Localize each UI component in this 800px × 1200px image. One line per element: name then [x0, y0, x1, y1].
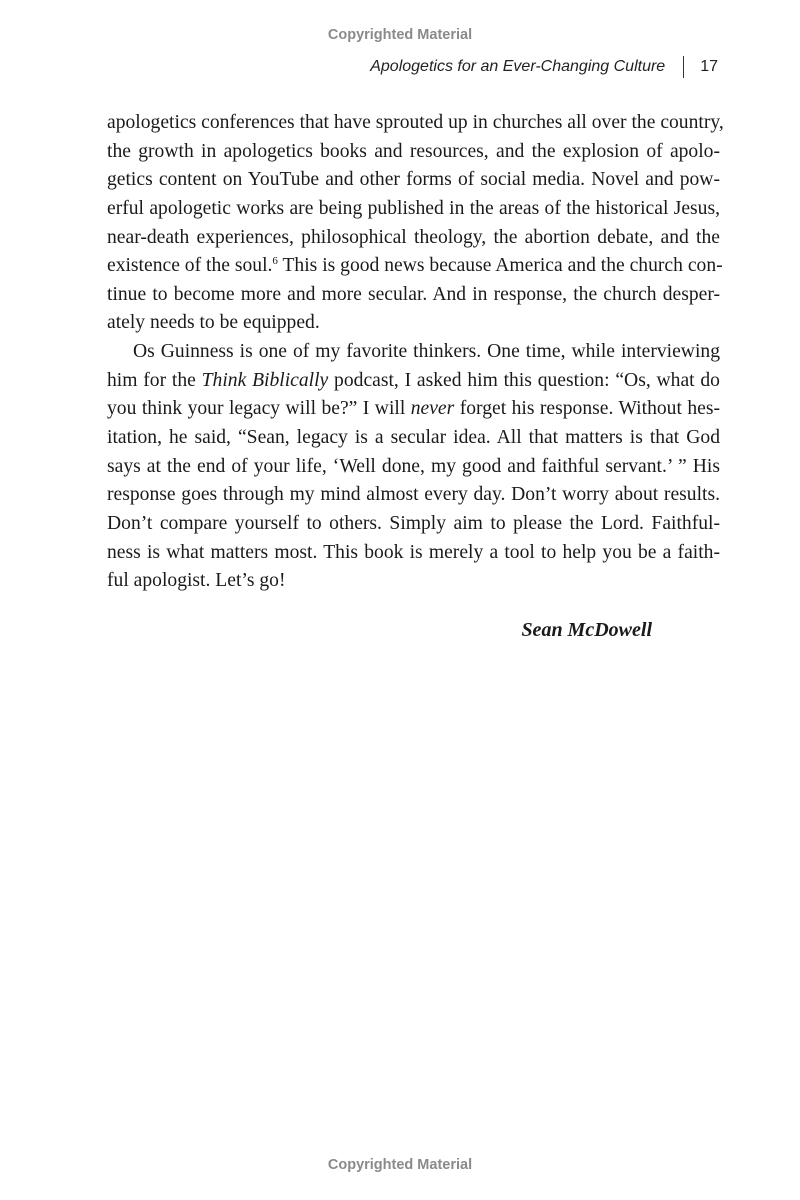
text-line: [107, 367, 720, 396]
text-segment: getics content on YouTube and other forms of social media. Novel and pow-: [107, 169, 720, 191]
text-segment: podcast, I asked him this question: “Os, what do: [328, 369, 720, 391]
paragraph: [107, 109, 724, 338]
text-segment: you think your legacy will be?” I will: [107, 398, 411, 420]
text-segment: apologetics conferences that have sprouted up in churches all over the country,: [107, 112, 724, 133]
text-line: [107, 166, 720, 195]
text-line: [107, 109, 724, 138]
emphasis-text: Think Biblically: [201, 369, 329, 391]
text-segment: Os Guinness is one of my favorite thinkers. One time, while interviewing: [133, 341, 720, 363]
text-segment: tinue to become more and more secular. And in response, the church desper-: [107, 283, 720, 305]
running-head: [370, 56, 718, 78]
text-line: [107, 309, 720, 338]
text-segment: existence of the soul.: [107, 255, 273, 277]
text-line: [107, 424, 720, 453]
running-head-divider: [683, 56, 684, 78]
text-line: [107, 138, 720, 167]
text-line: [107, 481, 720, 510]
text-segment: the growth in apologetics books and resources, and the explosion of apolo-: [107, 140, 720, 162]
text-segment: erful apologetic works are being published in the areas of the historical Jesus,: [107, 197, 720, 219]
author-signature: Sean McDowell: [521, 619, 652, 641]
text-line: [107, 453, 720, 482]
copyright-watermark-top: Copyrighted Material: [327, 27, 473, 43]
text-line: [107, 567, 720, 596]
text-segment: says at the end of your life, ‘Well done, my good and faithful servant.’ ” His: [107, 455, 720, 477]
text-segment: ness is what matters most. This book is merely a tool to help you be a faith-: [107, 541, 720, 563]
text-segment: Don’t compare yourself to others. Simply aim to please the Lord. Faithful-: [107, 512, 720, 534]
text-line: [107, 338, 720, 367]
text-line: [107, 195, 720, 224]
text-segment: This is good news because America and the church con-: [277, 255, 723, 277]
text-line: [107, 510, 720, 539]
emphasis-text: never: [410, 398, 455, 420]
text-line: [107, 395, 720, 424]
copyright-watermark-bottom: Copyrighted Material: [327, 1157, 473, 1173]
paragraph: [107, 338, 720, 596]
text-segment: him for the: [107, 369, 202, 391]
text-line: [107, 224, 720, 253]
text-segment: forget his response. Without hes-: [454, 398, 720, 420]
text-segment: near-death experiences, philosophical theology, the abortion debate, and the: [107, 226, 720, 248]
text-segment: response goes through my mind almost every day. Don’t worry about results.: [107, 484, 720, 506]
text-line: [107, 252, 723, 281]
footnote-marker: 6: [272, 255, 278, 268]
text-segment: ately needs to be equipped.: [107, 312, 320, 334]
text-line: [107, 539, 720, 568]
running-head-title: Apologetics for an Ever-Changing Culture: [370, 58, 666, 75]
text-segment: ful apologist. Let’s go!: [107, 570, 286, 592]
text-segment: itation, he said, “Sean, legacy is a secular idea. All that matters is that God: [107, 427, 720, 449]
page-number: 17: [700, 58, 718, 75]
body-text: [107, 109, 724, 596]
text-line: [107, 281, 720, 310]
